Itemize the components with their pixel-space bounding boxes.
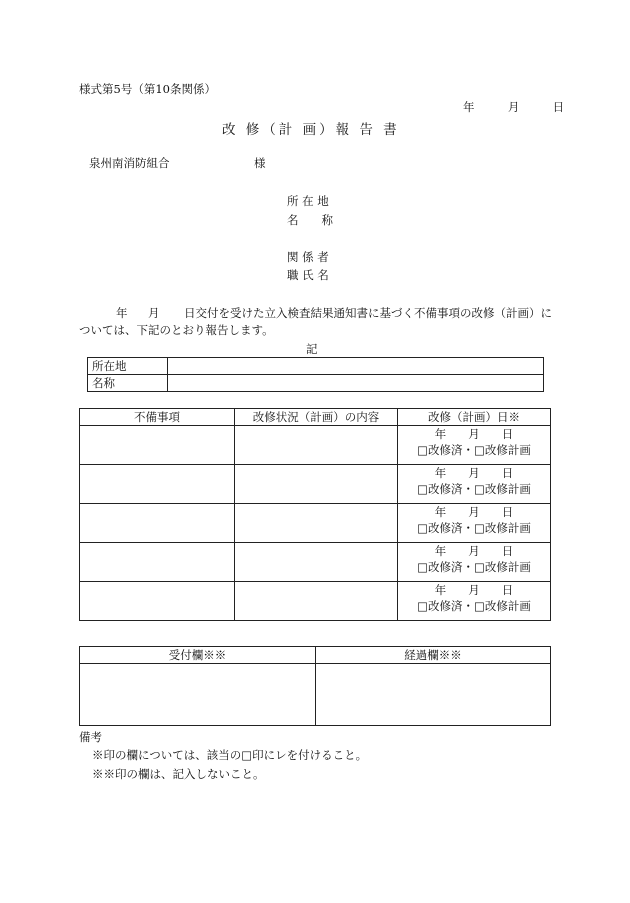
repair-content-cell[interactable] xyxy=(235,426,398,465)
date-month: 月 xyxy=(468,583,480,597)
addressee-name: 泉州南消防組合 xyxy=(89,156,170,170)
date-day: 日 xyxy=(552,100,565,114)
table-row xyxy=(80,543,551,582)
date-day: 日 xyxy=(501,505,514,519)
property-table xyxy=(87,357,544,392)
table-row xyxy=(80,504,551,543)
repair-status-checkboxes[interactable]: □改修済・□改修計画 xyxy=(417,443,531,457)
deficiency-table xyxy=(79,408,551,621)
date-month: 月 xyxy=(468,544,480,558)
repair-content-cell[interactable] xyxy=(235,504,398,543)
reporter-official-name-label: 職 氏 名 xyxy=(287,268,329,282)
repair-date-line xyxy=(398,504,550,520)
reporter-name-label: 名 称 xyxy=(287,213,333,227)
repair-date-line xyxy=(398,465,550,481)
ki-label: 記 xyxy=(306,342,318,356)
date-month: 月 xyxy=(468,505,480,519)
deficiency-cell[interactable] xyxy=(80,465,235,504)
date-year: 年 xyxy=(434,583,447,597)
addressee-honorific: 様 xyxy=(254,156,266,170)
date-year: 年 xyxy=(434,505,447,519)
header-deficiency: 不備事項 xyxy=(80,409,235,426)
date-month: 月 xyxy=(507,100,520,114)
date-year: 年 xyxy=(434,544,447,558)
repair-date-cell xyxy=(398,582,551,621)
table-row xyxy=(80,582,551,621)
date-day: 日 xyxy=(501,427,514,441)
repair-content-cell[interactable] xyxy=(235,582,398,621)
deficiency-cell[interactable] xyxy=(80,582,235,621)
remarks-note-1: ※印の欄については、該当の□印にレを付けること。 xyxy=(92,748,368,762)
repair-date-line xyxy=(398,582,550,598)
remarks-title: 備考 xyxy=(79,730,102,744)
repair-content-cell[interactable] xyxy=(235,543,398,582)
progress-cell xyxy=(316,664,551,726)
date-year: 年 xyxy=(434,466,447,480)
property-name-label: 名称 xyxy=(88,375,168,392)
date-year: 年 xyxy=(434,427,447,441)
body-line-1: 日交付を受けた立入検査結果通知書に基づく不備事項の改修（計画）に xyxy=(184,306,552,320)
header-repair-content: 改修状況（計画）の内容 xyxy=(235,409,398,426)
repair-date-cell xyxy=(398,426,551,465)
form-number: 様式第5号（第10条関係） xyxy=(79,82,216,96)
property-address-label: 所在地 xyxy=(88,358,168,375)
progress-header: 経過欄※※ xyxy=(316,647,551,664)
repair-date-line xyxy=(398,426,550,442)
repair-status-checkboxes[interactable]: □改修済・□改修計画 xyxy=(417,560,531,574)
body-year: 年 xyxy=(116,306,128,320)
date-day: 日 xyxy=(501,544,514,558)
repair-status-checkboxes[interactable]: □改修済・□改修計画 xyxy=(417,599,531,613)
deficiency-cell[interactable] xyxy=(80,543,235,582)
repair-date-cell xyxy=(398,465,551,504)
date-header xyxy=(463,99,564,115)
repair-status-checkboxes[interactable]: □改修済・□改修計画 xyxy=(417,521,531,535)
date-month: 月 xyxy=(468,427,480,441)
body-line-2: ついては、下記のとおり報告します。 xyxy=(79,323,274,337)
repair-date-cell xyxy=(398,504,551,543)
body-month: 月 xyxy=(148,306,160,320)
reception-header: 受付欄※※ xyxy=(80,647,316,664)
table-row xyxy=(80,465,551,504)
reception-table xyxy=(79,646,551,726)
reporter-relation-label: 関 係 者 xyxy=(287,250,329,264)
remarks-note-2: ※※印の欄は、記入しないこと。 xyxy=(92,767,265,781)
repair-date-cell xyxy=(398,543,551,582)
reception-cell xyxy=(80,664,316,726)
property-name-field[interactable] xyxy=(168,375,544,392)
table-row xyxy=(80,426,551,465)
date-year: 年 xyxy=(463,100,475,114)
reporter-address-label: 所 在 地 xyxy=(287,194,329,208)
repair-content-cell[interactable] xyxy=(235,465,398,504)
header-repair-date: 改修（計画）日※ xyxy=(398,409,551,426)
repair-date-line xyxy=(398,543,550,559)
property-address-field[interactable] xyxy=(168,358,544,375)
document-title: 改 修（計 画）報 告 書 xyxy=(222,122,400,138)
repair-status-checkboxes[interactable]: □改修済・□改修計画 xyxy=(417,482,531,496)
date-month: 月 xyxy=(468,466,480,480)
date-day: 日 xyxy=(501,583,514,597)
deficiency-cell[interactable] xyxy=(80,426,235,465)
deficiency-cell[interactable] xyxy=(80,504,235,543)
date-day: 日 xyxy=(501,466,514,480)
